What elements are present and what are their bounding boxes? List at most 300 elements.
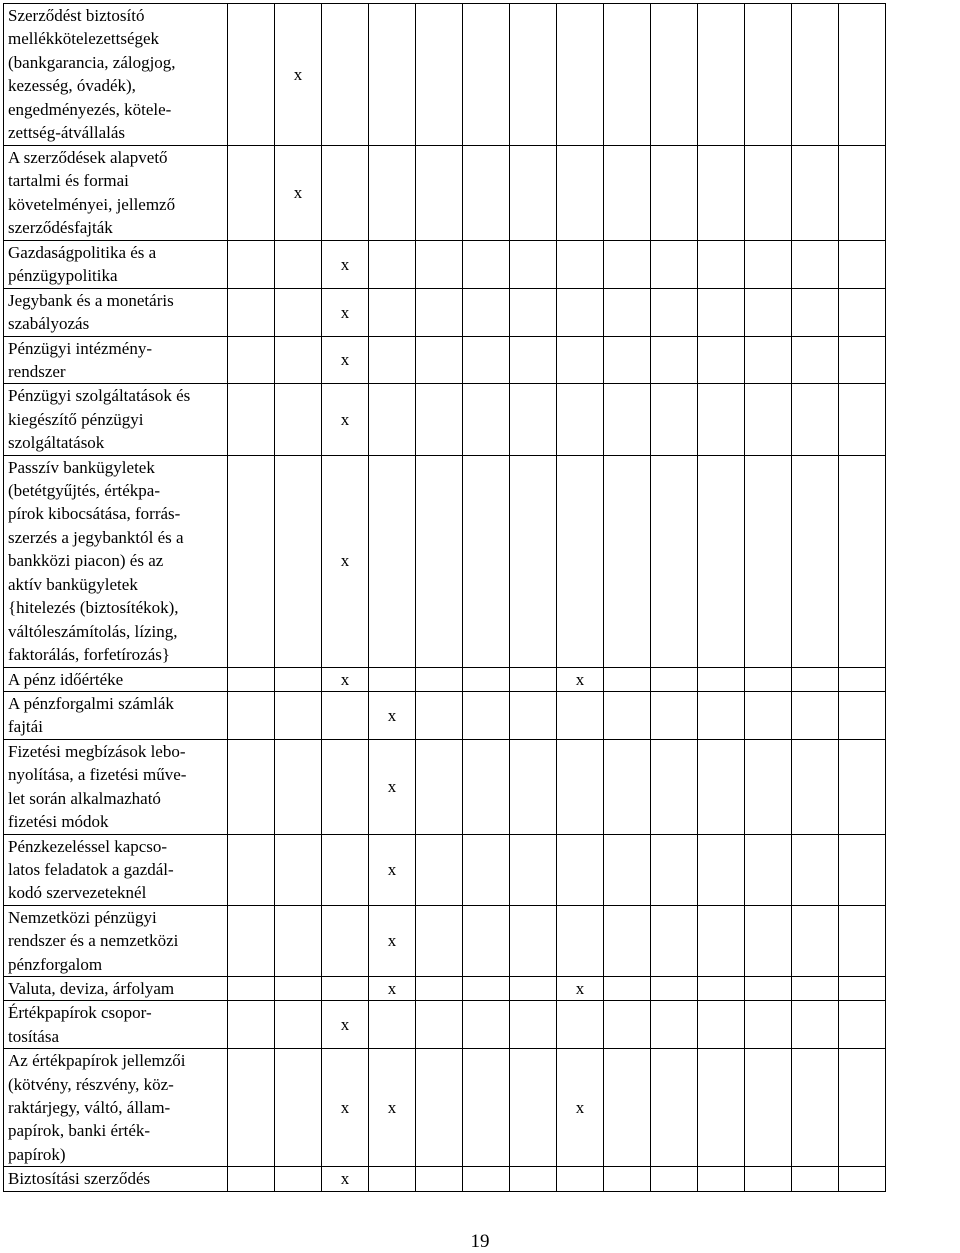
mark-x: x xyxy=(340,1015,350,1035)
mark-cell xyxy=(604,384,651,455)
topic-line: A szerződések alapvető xyxy=(8,148,168,167)
topic-line: Az értékpapírok jellemzői xyxy=(8,1051,186,1071)
mark-cell xyxy=(510,455,557,667)
mark-cell xyxy=(228,384,275,455)
mark-cell xyxy=(322,455,369,667)
topic-line: Pénzkezeléssel kapcso- xyxy=(8,836,168,856)
mark-cell xyxy=(510,667,557,691)
table-row xyxy=(4,1167,886,1191)
mark-cell xyxy=(651,834,698,905)
mark-cell xyxy=(651,692,698,740)
mark-cell xyxy=(322,905,369,976)
mark-cell xyxy=(369,739,416,834)
mark-cell xyxy=(698,384,745,455)
topic-cell xyxy=(4,1167,228,1191)
mark-cell xyxy=(369,976,416,1000)
mark-cell xyxy=(275,834,322,905)
mark-cell xyxy=(604,976,651,1000)
mark-x: x xyxy=(340,409,350,429)
mark-cell xyxy=(745,4,792,146)
mark-cell xyxy=(275,1167,322,1191)
mark-cell xyxy=(416,384,463,455)
topic-line: Gazdaságpolitika és a xyxy=(8,243,157,262)
mark-cell xyxy=(839,4,886,146)
topic-line: pénzügypolitika xyxy=(8,266,118,286)
mark-x: x xyxy=(340,302,350,322)
mark-cell xyxy=(839,336,886,384)
topic-line: Jegybank és a monetáris xyxy=(8,290,174,310)
mark-cell xyxy=(604,146,651,241)
mark-cell xyxy=(322,1167,369,1191)
mark-cell xyxy=(275,739,322,834)
mark-cell xyxy=(463,288,510,336)
mark-cell xyxy=(557,739,604,834)
mark-cell xyxy=(463,1001,510,1049)
mark-x: x xyxy=(340,1097,350,1117)
mark-cell xyxy=(792,1001,839,1049)
mark-cell xyxy=(557,976,604,1000)
mark-cell xyxy=(228,692,275,740)
mark-cell xyxy=(228,1049,275,1167)
topic-line: {hitelezés (biztosítékok), xyxy=(8,598,179,618)
topic-line: zettség-átvállalás xyxy=(8,123,126,143)
mark-cell xyxy=(604,905,651,976)
mark-x: x xyxy=(293,183,303,203)
mark-cell xyxy=(322,1001,369,1049)
table-row xyxy=(4,1049,886,1167)
mark-cell xyxy=(557,455,604,667)
mark-cell xyxy=(839,1001,886,1049)
mark-cell xyxy=(463,146,510,241)
mark-cell xyxy=(463,455,510,667)
mark-cell xyxy=(698,1167,745,1191)
mark-cell xyxy=(745,692,792,740)
mark-cell xyxy=(369,455,416,667)
mark-cell xyxy=(792,667,839,691)
mark-cell xyxy=(416,241,463,289)
mark-cell xyxy=(839,834,886,905)
mark-cell xyxy=(792,1049,839,1167)
mark-cell xyxy=(369,146,416,241)
mark-cell xyxy=(228,976,275,1000)
mark-cell xyxy=(510,146,557,241)
mark-x: x xyxy=(340,350,350,370)
mark-x: x xyxy=(387,705,397,725)
mark-cell xyxy=(463,739,510,834)
mark-cell xyxy=(416,288,463,336)
mark-cell xyxy=(651,336,698,384)
mark-cell xyxy=(275,384,322,455)
page-number: 19 xyxy=(470,1231,490,1252)
mark-cell xyxy=(463,834,510,905)
mark-cell xyxy=(510,336,557,384)
mark-cell xyxy=(416,692,463,740)
mark-cell xyxy=(698,455,745,667)
mark-cell xyxy=(604,336,651,384)
mark-cell xyxy=(651,739,698,834)
topic-cell xyxy=(4,241,228,289)
table-row xyxy=(4,288,886,336)
topic-line: Szerződést biztosító xyxy=(8,6,145,25)
mark-cell xyxy=(604,1001,651,1049)
mark-cell xyxy=(745,905,792,976)
mark-x: x xyxy=(387,931,397,951)
mark-cell xyxy=(275,1049,322,1167)
mark-cell xyxy=(839,976,886,1000)
mark-cell xyxy=(557,692,604,740)
topic-line: bankközi piacon) és az xyxy=(8,551,164,571)
mark-cell xyxy=(839,384,886,455)
mark-cell xyxy=(698,976,745,1000)
table-row xyxy=(4,384,886,455)
mark-cell xyxy=(557,834,604,905)
topic-line: kezesség, óvadék), xyxy=(8,76,136,96)
topic-cell xyxy=(4,692,228,740)
mark-cell xyxy=(510,1001,557,1049)
topic-cell xyxy=(4,1049,228,1167)
mark-cell xyxy=(651,1049,698,1167)
mark-cell xyxy=(698,1001,745,1049)
mark-cell xyxy=(275,976,322,1000)
mark-cell xyxy=(322,1049,369,1167)
topic-line: szabályozás xyxy=(8,314,90,334)
curriculum-table xyxy=(3,3,886,1192)
mark-cell xyxy=(416,834,463,905)
mark-cell xyxy=(557,288,604,336)
mark-cell xyxy=(275,288,322,336)
table-row xyxy=(4,4,886,146)
mark-cell xyxy=(839,146,886,241)
mark-cell xyxy=(369,1167,416,1191)
mark-cell xyxy=(275,905,322,976)
mark-cell xyxy=(792,241,839,289)
topic-line: mellékkötelezettségek xyxy=(8,29,160,49)
mark-cell xyxy=(369,905,416,976)
mark-cell xyxy=(557,667,604,691)
topic-line: váltóleszámítolás, lízing, xyxy=(8,621,178,641)
mark-cell xyxy=(792,834,839,905)
mark-cell xyxy=(275,455,322,667)
topic-line: Valuta, deviza, árfolyam xyxy=(8,978,175,998)
mark-cell xyxy=(322,692,369,740)
mark-cell xyxy=(463,1167,510,1191)
topic-line: papírok) xyxy=(8,1144,66,1164)
table-row xyxy=(4,739,886,834)
topic-line: Pénzügyi intézmény- xyxy=(8,338,152,358)
mark-cell xyxy=(510,1167,557,1191)
mark-cell xyxy=(651,667,698,691)
mark-cell xyxy=(463,667,510,691)
topic-line: követelményei, jellemző xyxy=(8,194,176,214)
table-row xyxy=(4,336,886,384)
mark-cell xyxy=(557,1049,604,1167)
mark-cell xyxy=(604,241,651,289)
mark-cell xyxy=(604,288,651,336)
mark-cell xyxy=(604,4,651,146)
topic-line: tartalmi és formai xyxy=(8,171,129,191)
mark-cell xyxy=(698,834,745,905)
mark-cell xyxy=(839,905,886,976)
mark-cell xyxy=(792,455,839,667)
mark-cell xyxy=(416,1167,463,1191)
mark-cell xyxy=(792,1167,839,1191)
mark-cell xyxy=(792,4,839,146)
mark-cell xyxy=(839,288,886,336)
topic-line: Pénzügyi szolgáltatások és xyxy=(8,386,191,406)
mark-cell xyxy=(275,4,322,146)
topic-line: Passzív bankügyletek xyxy=(8,457,155,477)
mark-cell xyxy=(369,692,416,740)
mark-cell xyxy=(228,667,275,691)
mark-cell xyxy=(228,739,275,834)
mark-cell xyxy=(745,1167,792,1191)
mark-cell xyxy=(228,288,275,336)
mark-cell xyxy=(275,146,322,241)
table-row xyxy=(4,667,886,691)
table-row xyxy=(4,905,886,976)
mark-cell xyxy=(510,4,557,146)
topic-line: (bankgarancia, zálogjog, xyxy=(8,52,176,72)
mark-cell xyxy=(510,241,557,289)
mark-cell xyxy=(745,1049,792,1167)
mark-cell xyxy=(792,692,839,740)
topic-cell xyxy=(4,455,228,667)
mark-cell xyxy=(322,288,369,336)
mark-cell xyxy=(651,976,698,1000)
mark-cell xyxy=(369,241,416,289)
mark-cell xyxy=(698,739,745,834)
mark-cell xyxy=(839,692,886,740)
topic-line: rendszer és a nemzetközi xyxy=(8,931,179,951)
mark-cell xyxy=(745,241,792,289)
mark-cell xyxy=(792,336,839,384)
mark-cell xyxy=(510,739,557,834)
mark-cell xyxy=(651,384,698,455)
mark-cell xyxy=(792,384,839,455)
mark-cell xyxy=(557,905,604,976)
mark-cell xyxy=(745,976,792,1000)
table-row xyxy=(4,241,886,289)
mark-cell xyxy=(275,692,322,740)
mark-cell xyxy=(604,834,651,905)
topic-line: (kötvény, részvény, köz- xyxy=(8,1074,174,1094)
mark-cell xyxy=(651,1167,698,1191)
mark-cell xyxy=(275,241,322,289)
mark-cell xyxy=(698,667,745,691)
mark-cell xyxy=(228,146,275,241)
mark-cell xyxy=(510,834,557,905)
mark-cell xyxy=(322,146,369,241)
mark-cell xyxy=(557,4,604,146)
topic-line: raktárjegy, váltó, állam- xyxy=(8,1097,171,1117)
mark-cell xyxy=(416,455,463,667)
mark-cell xyxy=(604,692,651,740)
mark-cell xyxy=(745,667,792,691)
table-row xyxy=(4,976,886,1000)
mark-cell xyxy=(463,4,510,146)
mark-cell xyxy=(510,288,557,336)
topic-line: A pénz időértéke xyxy=(8,669,124,689)
mark-cell xyxy=(839,667,886,691)
mark-cell xyxy=(745,834,792,905)
mark-x: x xyxy=(575,978,585,998)
topic-cell xyxy=(4,905,228,976)
mark-x: x xyxy=(575,1097,585,1117)
mark-cell xyxy=(510,692,557,740)
mark-x: x xyxy=(340,669,350,689)
mark-cell xyxy=(510,976,557,1000)
mark-cell xyxy=(416,976,463,1000)
mark-cell xyxy=(510,905,557,976)
topic-line: szerzés a jegybanktól és a xyxy=(8,527,184,547)
topic-cell xyxy=(4,288,228,336)
topic-line: engedményezés, kötele- xyxy=(8,99,172,119)
table-row xyxy=(4,834,886,905)
mark-cell xyxy=(651,241,698,289)
mark-cell xyxy=(369,667,416,691)
mark-cell xyxy=(698,1049,745,1167)
topic-line: pénzforgalom xyxy=(8,954,103,974)
topic-cell xyxy=(4,384,228,455)
mark-cell xyxy=(416,739,463,834)
table-row xyxy=(4,1001,886,1049)
mark-cell xyxy=(322,739,369,834)
mark-x: x xyxy=(340,254,350,274)
mark-cell xyxy=(369,384,416,455)
mark-cell xyxy=(463,692,510,740)
mark-cell xyxy=(510,1049,557,1167)
mark-cell xyxy=(416,667,463,691)
mark-cell xyxy=(604,1167,651,1191)
topic-cell xyxy=(4,667,228,691)
mark-cell xyxy=(651,288,698,336)
mark-cell xyxy=(698,905,745,976)
topic-line: Nemzetközi pénzügyi xyxy=(8,907,157,927)
mark-cell xyxy=(745,1001,792,1049)
topic-line: Fizetési megbízások lebo- xyxy=(8,741,186,761)
mark-cell xyxy=(369,1049,416,1167)
mark-cell xyxy=(322,336,369,384)
mark-cell xyxy=(228,4,275,146)
topic-line: let során alkalmazható xyxy=(8,788,161,808)
mark-x: x xyxy=(293,64,303,84)
mark-cell xyxy=(792,288,839,336)
mark-cell xyxy=(698,692,745,740)
mark-cell xyxy=(322,667,369,691)
mark-x: x xyxy=(340,1169,350,1189)
mark-cell xyxy=(510,384,557,455)
mark-cell xyxy=(463,336,510,384)
mark-cell xyxy=(745,146,792,241)
mark-cell xyxy=(228,1001,275,1049)
mark-cell xyxy=(416,146,463,241)
mark-cell xyxy=(557,1167,604,1191)
mark-cell xyxy=(557,146,604,241)
mark-cell xyxy=(557,336,604,384)
table-row xyxy=(4,146,886,241)
mark-x: x xyxy=(387,978,397,998)
topic-cell xyxy=(4,976,228,1000)
mark-x: x xyxy=(575,669,585,689)
mark-x: x xyxy=(387,859,397,879)
topic-line: latos feladatok a gazdál- xyxy=(8,859,174,879)
mark-cell xyxy=(839,241,886,289)
mark-cell xyxy=(463,1049,510,1167)
mark-cell xyxy=(463,976,510,1000)
topic-line: rendszer xyxy=(8,362,66,382)
topic-line: kodó szervezeteknél xyxy=(8,883,147,903)
table-row xyxy=(4,692,886,740)
mark-cell xyxy=(745,336,792,384)
mark-cell xyxy=(698,288,745,336)
topic-line: fizetési módok xyxy=(8,812,109,832)
topic-line: aktív bankügyletek xyxy=(8,574,138,594)
mark-cell xyxy=(275,667,322,691)
mark-cell xyxy=(463,905,510,976)
mark-cell xyxy=(745,739,792,834)
topic-line: (betétgyűjtés, értékpa- xyxy=(8,481,160,501)
topic-cell xyxy=(4,336,228,384)
mark-cell xyxy=(651,146,698,241)
topic-cell xyxy=(4,739,228,834)
mark-cell xyxy=(322,384,369,455)
mark-cell xyxy=(322,4,369,146)
mark-cell xyxy=(651,1001,698,1049)
topic-line: faktorálás, forfetírozás} xyxy=(8,644,171,664)
topic-line: A pénzforgalmi számlák xyxy=(8,694,174,714)
mark-cell xyxy=(604,739,651,834)
mark-cell xyxy=(557,384,604,455)
mark-cell xyxy=(839,739,886,834)
mark-cell xyxy=(651,455,698,667)
mark-cell xyxy=(463,384,510,455)
mark-cell xyxy=(698,241,745,289)
mark-cell xyxy=(416,1049,463,1167)
mark-cell xyxy=(228,455,275,667)
topic-line: fajtái xyxy=(8,717,43,737)
mark-cell xyxy=(322,976,369,1000)
mark-cell xyxy=(604,667,651,691)
mark-cell xyxy=(792,146,839,241)
mark-cell xyxy=(369,1001,416,1049)
mark-cell xyxy=(228,336,275,384)
topic-line: szerződésfajták xyxy=(8,218,113,238)
mark-cell xyxy=(792,905,839,976)
mark-cell xyxy=(745,455,792,667)
topic-line: kiegészítő pénzügyi xyxy=(8,409,144,429)
mark-cell xyxy=(275,1001,322,1049)
mark-cell xyxy=(228,834,275,905)
topic-cell xyxy=(4,834,228,905)
mark-cell xyxy=(369,834,416,905)
topic-line: nyolítása, a fizetési műve- xyxy=(8,765,187,785)
topic-line: szolgáltatások xyxy=(8,433,105,453)
topic-cell xyxy=(4,1001,228,1049)
table-row xyxy=(4,455,886,667)
mark-cell xyxy=(698,4,745,146)
mark-cell xyxy=(792,976,839,1000)
mark-cell xyxy=(228,905,275,976)
mark-cell xyxy=(416,4,463,146)
mark-cell xyxy=(557,1001,604,1049)
topic-line: pírok kibocsátása, forrás- xyxy=(8,504,181,524)
mark-cell xyxy=(792,739,839,834)
mark-cell xyxy=(275,336,322,384)
mark-cell xyxy=(369,4,416,146)
topic-line: Biztosítási szerződés xyxy=(8,1169,151,1189)
mark-cell xyxy=(604,1049,651,1167)
mark-cell xyxy=(604,455,651,667)
